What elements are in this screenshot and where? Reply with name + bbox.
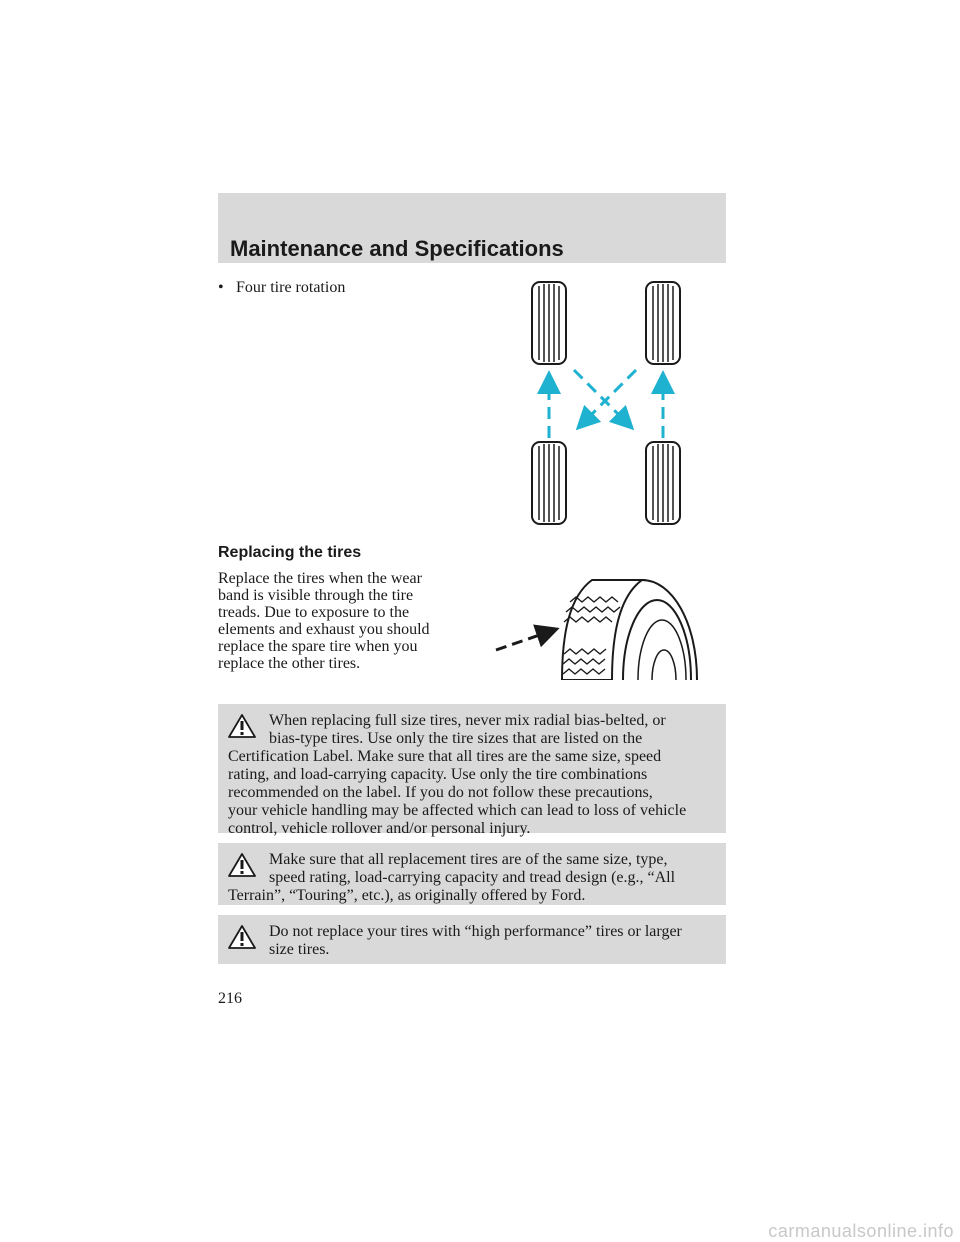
warning-triangle-icon (228, 714, 256, 738)
warning-line: size tires. (269, 941, 330, 958)
paragraph-line: band is visible through the tire (218, 587, 414, 604)
bullet-dot: • (218, 279, 224, 296)
watermark-text: carmanualsonline.info (768, 1221, 954, 1241)
rotation-arrows (549, 370, 663, 438)
warning-line: When replacing full size tires, never mix radial bias-belted, or (269, 712, 666, 729)
tire-rear-right (646, 442, 680, 524)
paragraph-line: replace the other tires. (218, 655, 361, 672)
paragraph-line: Replace the tires when the wear (218, 570, 422, 587)
paragraph-line: elements and exhaust you should (218, 621, 430, 638)
section-title: Maintenance and Specifications (230, 236, 564, 261)
rotation-label: Four tire rotation (236, 279, 346, 296)
replacing-heading: Replacing the tires (218, 544, 362, 561)
tread-wear-band-diagram (492, 572, 702, 682)
tire-rear-left (532, 442, 566, 524)
paragraph-line: treads. Due to exposure to the (218, 604, 410, 621)
warning-triangle-icon (228, 925, 256, 949)
warning-line: Certification Label. Make sure that all tires are the same size, speed (228, 748, 662, 765)
warning-line: Do not replace your tires with “high performance” tires or larger (269, 923, 682, 940)
warning-box (218, 915, 726, 964)
warning-line: rating, and load-carrying capacity. Use only the tire combinations (228, 766, 648, 783)
warning-box (218, 704, 726, 837)
tire-front-left (532, 282, 566, 364)
page-number: 216 (218, 990, 242, 1007)
tire-front-right (646, 282, 680, 364)
warning-line: bias-type tires. Use only the tire sizes that are listed on the (269, 730, 643, 747)
warning-line: Make sure that all replacement tires are of the same size, type, (269, 851, 668, 868)
warning-line: Terrain”, “Touring”, etc.), as originally offered by Ford. (228, 887, 586, 904)
replacing-paragraph (218, 570, 468, 672)
warning-line: recommended on the label. If you do not follow these precautions, (228, 784, 653, 801)
warning-line: control, vehicle rollover and/or personal injury. (228, 820, 531, 837)
warning-line: your vehicle handling may be affected which can lead to loss of vehicle (228, 802, 687, 819)
watermark-bar (0, 1221, 960, 1242)
four-tire-rotation-diagram (520, 278, 700, 528)
warning-line: speed rating, load-carrying capacity and tread design (e.g., “All (269, 869, 676, 886)
warning-box (218, 843, 726, 905)
rotation-bullet-item (218, 279, 345, 297)
warning-triangle-icon (228, 853, 256, 877)
paragraph-line: replace the spare tire when you (218, 638, 418, 655)
